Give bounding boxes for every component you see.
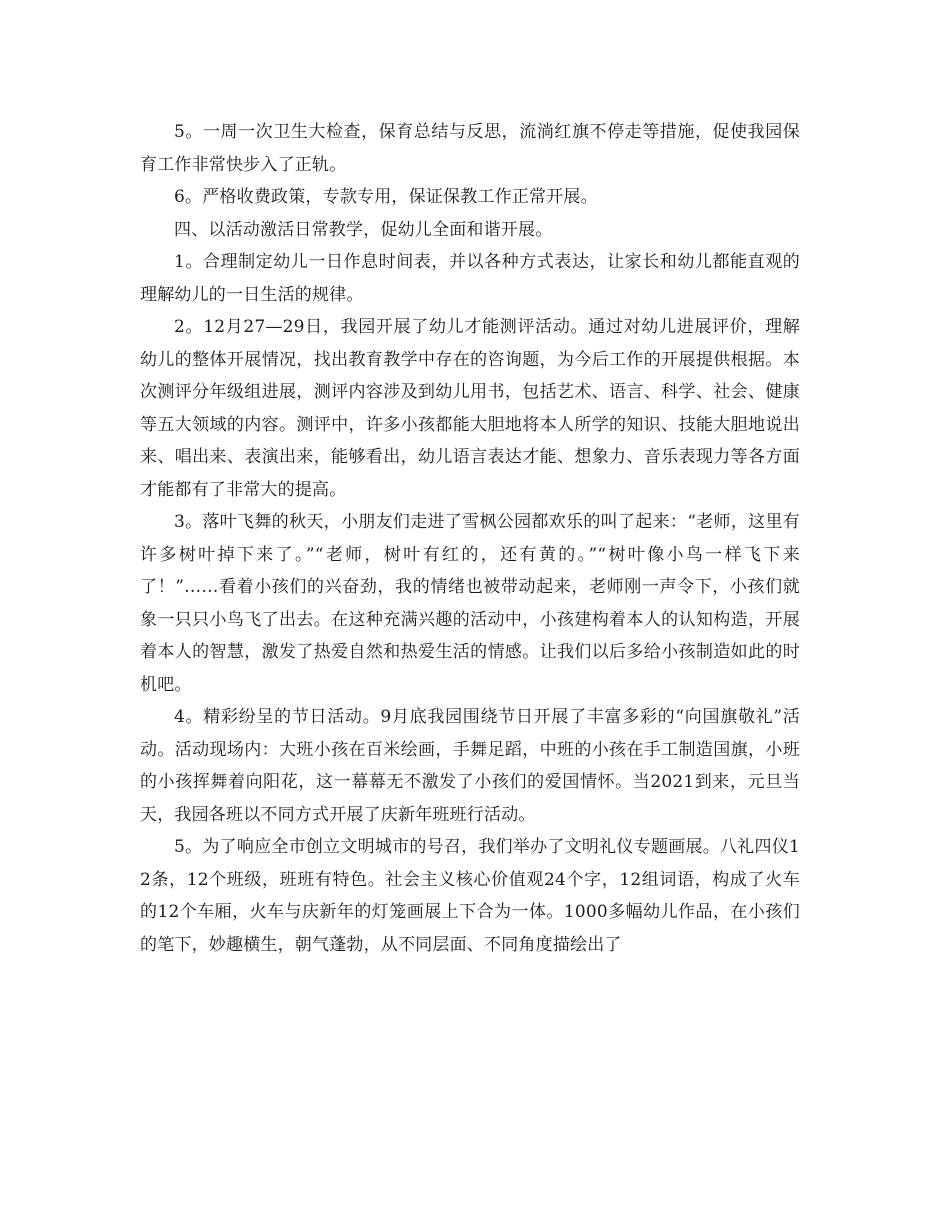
paragraph-item-1-schedule: 1。合理制定幼儿一日作息时间表，并以各种方式表达，让家长和幼儿都能直观的理解幼儿的一日生活的规律。: [140, 252, 800, 305]
paragraph-item-2-assessment: 2。12月27—29日，我园开展了幼儿才能测评活动。通过对幼儿进展评价，理解幼儿的整体开展情况，找出教育教学中存在的咨询题，为今后工作的开展提供根据。本次测评分年级组进展，测评内容涉及到幼儿用书，包括艺术、语言、科学、社会、健康等五大领域的内容。测评中，许多小孩都能大胆地将本人所学的知识、技能大胆地说出来、唱出来、表演出来，能够看出，幼儿语言表达才能、想象力、音乐表现力等各方面才能都有了非常大的提高。: [140, 317, 800, 500]
section-heading-activities: 四、以活动激活日常教学，促幼儿全面和谐开展。: [174, 219, 553, 240]
paragraph-item-4-festival: 4。精彩纷呈的节日活动。9月底我园围绕节日开展了丰富多彩的“向国旗敬礼”活动。活动现场内：大班小孩在百米绘画，手舞足蹈，中班的小孩在手工制造国旗，小班的小孩挥舞着向阳花，这一幕幕无不激发了小孩们的爱国情怀。当2021到来，元旦当天，我园各班以不同方式开展了庆新年班班行活动。: [140, 707, 800, 825]
paragraph-item-6-fees: 6。严格收费政策，专款专用，保证保教工作正常开展。: [174, 187, 598, 207]
paragraph-item-5-exhibition: 5。为了响应全市创立文明城市的号召，我们举办了文明礼仪专题画展。八礼四仪12条，12个班级，班班有特色。社会主义核心价值观24个字，12组词语，构成了火车的12个车厢，火车与庆新年的灯笼画展上下合为一体。1000多幅幼儿作品，在小孩们的笔下，妙趣横生，朝气蓬勃，从不同层面、不同角度描绘出了: [140, 837, 800, 955]
document-body: [140, 116, 800, 961]
paragraph-item-5-hygiene: 5。一周一次卫生大检查，保育总结与反思，流淌红旗不停走等措施，促使我园保育工作非常快步入了正轨。: [140, 122, 800, 175]
paragraph-item-3-autumn: 3。落叶飞舞的秋天，小朋友们走进了雪枫公园都欢乐的叫了起来：“老师，这里有许多树叶掉下来了。”“老师，树叶有红的，还有黄的。”“树叶像小鸟一样飞下来了！”……看着小孩们的兴奋劲，我的情绪也被带动起来，老师刚一声令下，小孩们就象一只只小鸟飞了出去。在这种充满兴趣的活动中，小孩建构着本人的认知构造，开展着本人的智慧，激发了热爱自然和热爱生活的情感。让我们以后多给小孩制造如此的时机吧。: [140, 512, 800, 695]
